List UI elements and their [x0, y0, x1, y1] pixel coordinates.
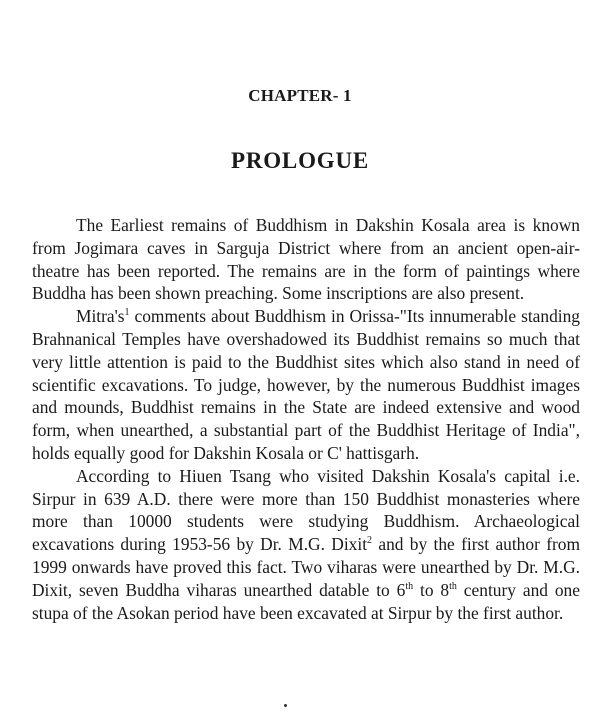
- paragraph-3-text-a: According to Hiuen Tsang who visited Dakshin Kosala's capital i.e. Sirpur in 639 A.D. there were more than 150 Buddhist monasteries where more than 10000 students were studying Buddhism. Archaeological excavations during 1953-56 by Dr. M.G. Dixit: [32, 465, 580, 555]
- body-text: [32, 214, 580, 624]
- paragraph-3: [32, 465, 580, 625]
- page-dot-mark: [284, 704, 287, 707]
- footnote-ref-1: 1: [124, 307, 130, 319]
- footnote-ref-2: 2: [367, 535, 373, 547]
- paragraph-1: The Earliest remains of Buddhism in Dakshin Kosala area is known from Jogimara caves in Sarguja District where from an ancient open-air-theatre has been reported. The remains are in the form of paintings where Buddha has been shown preaching. Some inscriptions are also present.: [32, 215, 580, 304]
- chapter-label: CHAPTER- 1: [248, 86, 352, 105]
- paragraph-3-text-c: to 8: [413, 579, 450, 600]
- paragraph-2: [32, 305, 580, 465]
- chapter-title: PROLOGUE: [230, 148, 370, 173]
- paragraph-3-text-d: century and one stupa of the Asokan period have been excavated at Sirpur by the first author.: [32, 579, 580, 623]
- paragraph-3-text-b: and by the first author from 1999 onwards have proved this fact. Two viharas were unearthed by Dr. M.G. Dixit, seven Buddha viharas unearthed datable to 6: [32, 534, 580, 600]
- paragraph-2-text-a: Mitra's: [76, 306, 125, 327]
- ordinal-suffix-2: th: [449, 580, 457, 592]
- paragraph-2-text-b: comments about Buddhism in Orissa-"Its innumerable standing Brahnanical Temples have overshadowed its Buddhist remains so much that very little attention is paid to the Buddhist sites which also stand in need of scientific excavations. To judge, however, by the numerous Buddhist images and mounds, Buddhist remains in the State are indeed extensive and wood form, when unearthed, a substantial part of the Buddhist Heritage of India", holds equally good for Dakshin Kosala or C' hattisgarh.: [32, 306, 580, 463]
- ordinal-suffix-1: th: [405, 580, 414, 592]
